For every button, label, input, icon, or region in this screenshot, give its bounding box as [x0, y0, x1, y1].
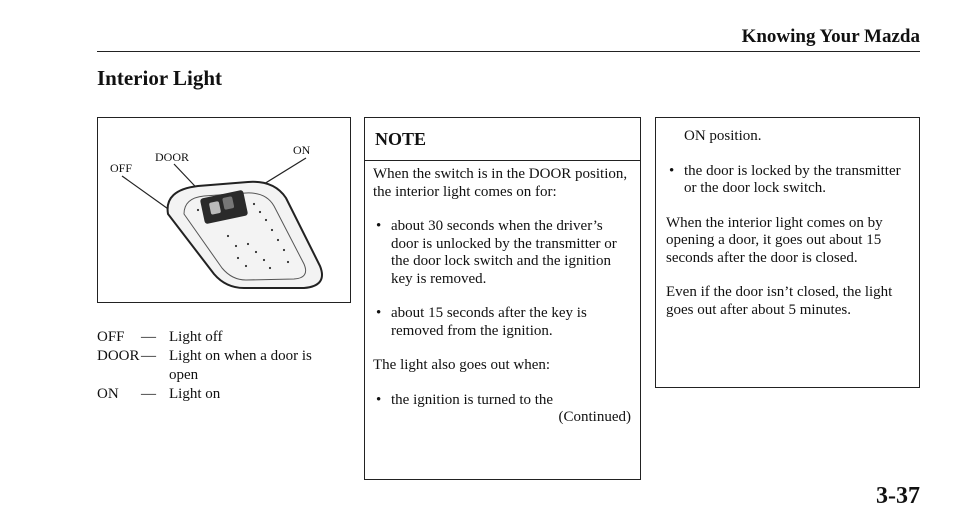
- interior-light-illustration: [97, 117, 351, 303]
- legend-value: Light on when a door is open: [169, 348, 312, 383]
- section-title: Interior Light: [97, 66, 223, 90]
- continued-text: ON position.: [684, 128, 762, 144]
- legend-dash: —: [141, 329, 156, 345]
- page-number: 3-37: [876, 483, 920, 509]
- note-heading: NOTE: [375, 129, 427, 149]
- note-header: [365, 118, 640, 161]
- legend-value: Light off: [169, 329, 223, 345]
- note-box: [364, 117, 641, 480]
- legend-dash: —: [141, 348, 156, 364]
- legend-key: ON: [97, 386, 119, 402]
- paragraph-door-open: Even if the door isn’t closed, the light goes out after about 5 minutes.: [666, 284, 893, 318]
- note-bullet-30s: • about 30 seconds when the driver’s door is unlocked by the transmitter or the door lock switch and the ignition key is removed.: [373, 218, 631, 288]
- note-bullet-15s: • about 15 seconds after the key is removed from the ignition.: [373, 305, 631, 340]
- note-bullet-ignition: • the ignition is turned to the: [373, 392, 631, 410]
- continued-note-box: [655, 117, 920, 388]
- note-also: The light also goes out when:: [373, 357, 551, 373]
- bullet-door-locked: • the door is locked by the transmitter or the door lock switch.: [666, 163, 908, 198]
- label-on: ON: [293, 143, 311, 157]
- header-rule: [97, 51, 920, 52]
- header-title: Knowing Your Mazda: [741, 26, 920, 47]
- note-continued: (Continued): [558, 409, 631, 425]
- legend-key: OFF: [97, 329, 125, 345]
- note-intro: When the switch is in the DOOR position, the interior light comes on for:: [373, 166, 628, 200]
- paragraph-door-closed: When the interior light comes on by opening a door, it goes out about 15 seconds after the door is closed.: [666, 214, 883, 266]
- note-body: [373, 166, 631, 427]
- legend-dash: —: [141, 386, 156, 402]
- legend-value: Light on: [169, 386, 221, 402]
- legend-key: DOOR: [97, 348, 140, 364]
- label-off: OFF: [110, 161, 133, 175]
- continued-note-body: [666, 128, 908, 319]
- dome-light-icon: [98, 118, 349, 301]
- label-door: DOOR: [155, 150, 190, 164]
